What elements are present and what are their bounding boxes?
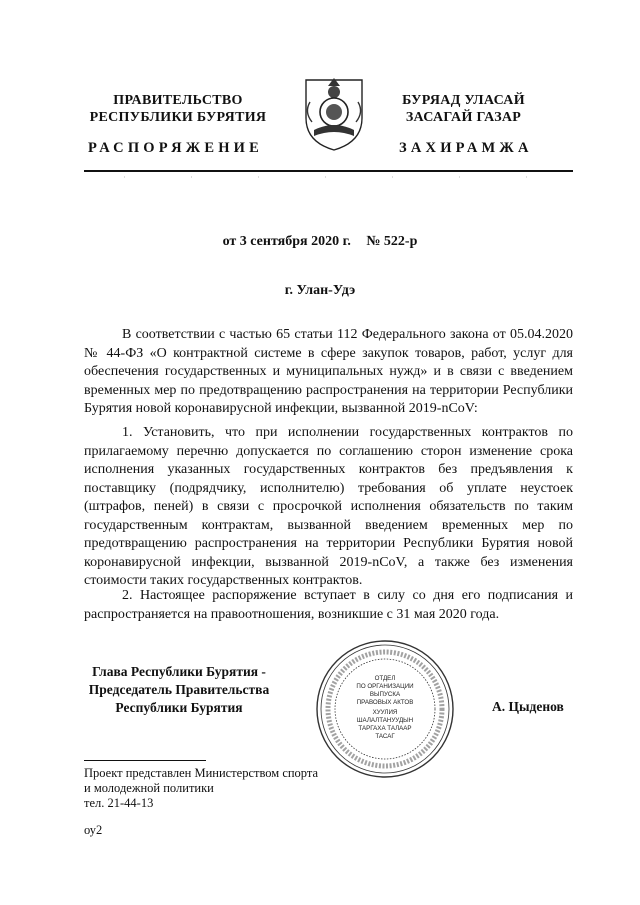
header-left-line2: РЕСПУБЛИКИ БУРЯТИЯ — [89, 110, 267, 125]
footer-line3: тел. 21-44-13 — [84, 796, 154, 810]
stamp-line3: ВЫПУСКА — [369, 691, 401, 698]
document-number: № 522-р — [366, 234, 418, 249]
document-date: от 3 сентября 2020 г. — [222, 234, 351, 249]
stamp-line8: ТАСАГ — [375, 733, 395, 740]
header-dotted-line — [84, 174, 573, 180]
stamp-line4: ПРАВОВЫХ АКТОВ — [356, 699, 414, 706]
stamp-line7: ТАРГАХА ТАЛААР — [358, 725, 412, 732]
header-left-block — [78, 92, 278, 126]
header-right-block — [376, 92, 551, 126]
signatory-name: А. Цыденов — [492, 699, 564, 714]
footer-line1: Проект представлен Министерством спорта — [84, 766, 319, 780]
document-city: г. Улан-Удэ — [284, 283, 356, 298]
stamp-line1: ОТДЕЛ — [374, 675, 396, 682]
header-left-line1: ПРАВИТЕЛЬСТВО — [113, 93, 243, 108]
item2-paragraph: 2. Настоящее распоряжение вступает в силу со дня его подписания и распространяется на правоотношения, возникшие с 31 мая 2020 года. — [84, 588, 573, 622]
stamp-line2: ПО ОРГАНИЗАЦИИ — [356, 683, 414, 690]
signatory-title-line1: Глава Республики Бурятия - — [92, 664, 266, 679]
document-date-number — [0, 234, 640, 250]
item1-paragraph: 1. Установить, что при исполнении государственных контрактов по прилагаемому перечню допускается по соглашению сторон изменение срока исполнения указанных государственных контрактов без предъявления к поставщику (подрядчику, исполнителю) требования об уплате неустоек (штрафов, пеней) в связи с просрочкой исполнения обязательств по таким государственным контрактам, вызванной введением временных мер по предотвращению распространения на территории Республики Бурятия новой коронавирусной инфекции, вызванной 2019-nCoV, а также без изменения стоимости таких государственных контрактов. — [84, 425, 573, 588]
stamp-line5: ХУУЛИЯ — [372, 709, 398, 716]
signatory-title-line2: Председатель Правительства — [88, 682, 270, 697]
doc-type-left: РАСПОРЯЖЕНИЕ — [88, 140, 264, 156]
header-divider — [84, 170, 573, 172]
header-right-line1: БУРЯАД УЛАСАЙ — [402, 93, 525, 108]
doc-type-right: ЗАХИРАМЖА — [399, 140, 533, 156]
footer-line2: и молодежной политики — [84, 781, 214, 795]
signatory-title-line3: Республики Бурятия — [115, 700, 243, 715]
coat-of-arms-emblem — [300, 72, 368, 152]
footer-divider — [84, 760, 206, 761]
official-stamp — [314, 638, 456, 780]
signatory-title — [84, 663, 274, 717]
header-right-line2: ЗАСАГАЙ ГАЗАР — [405, 110, 522, 125]
document-code: оу2 — [84, 823, 103, 837]
preamble-paragraph: В соответствии с частью 65 статьи 112 Федерального закона от 05.04.2020 № 44-ФЗ «О контрактной системе в сфере закупок товаров, работ, услуг для обеспечения государственных и муниципальных нужд» и в связи с введением временных мер по предотвращению распространения на территории Республики Бурятия новой коронавирусной инфекции, вызванной 2019-nCoV: — [84, 327, 573, 416]
footer-note — [84, 766, 318, 811]
stamp-line6: ШАЛАЛТАНУУДЫН — [356, 717, 414, 724]
